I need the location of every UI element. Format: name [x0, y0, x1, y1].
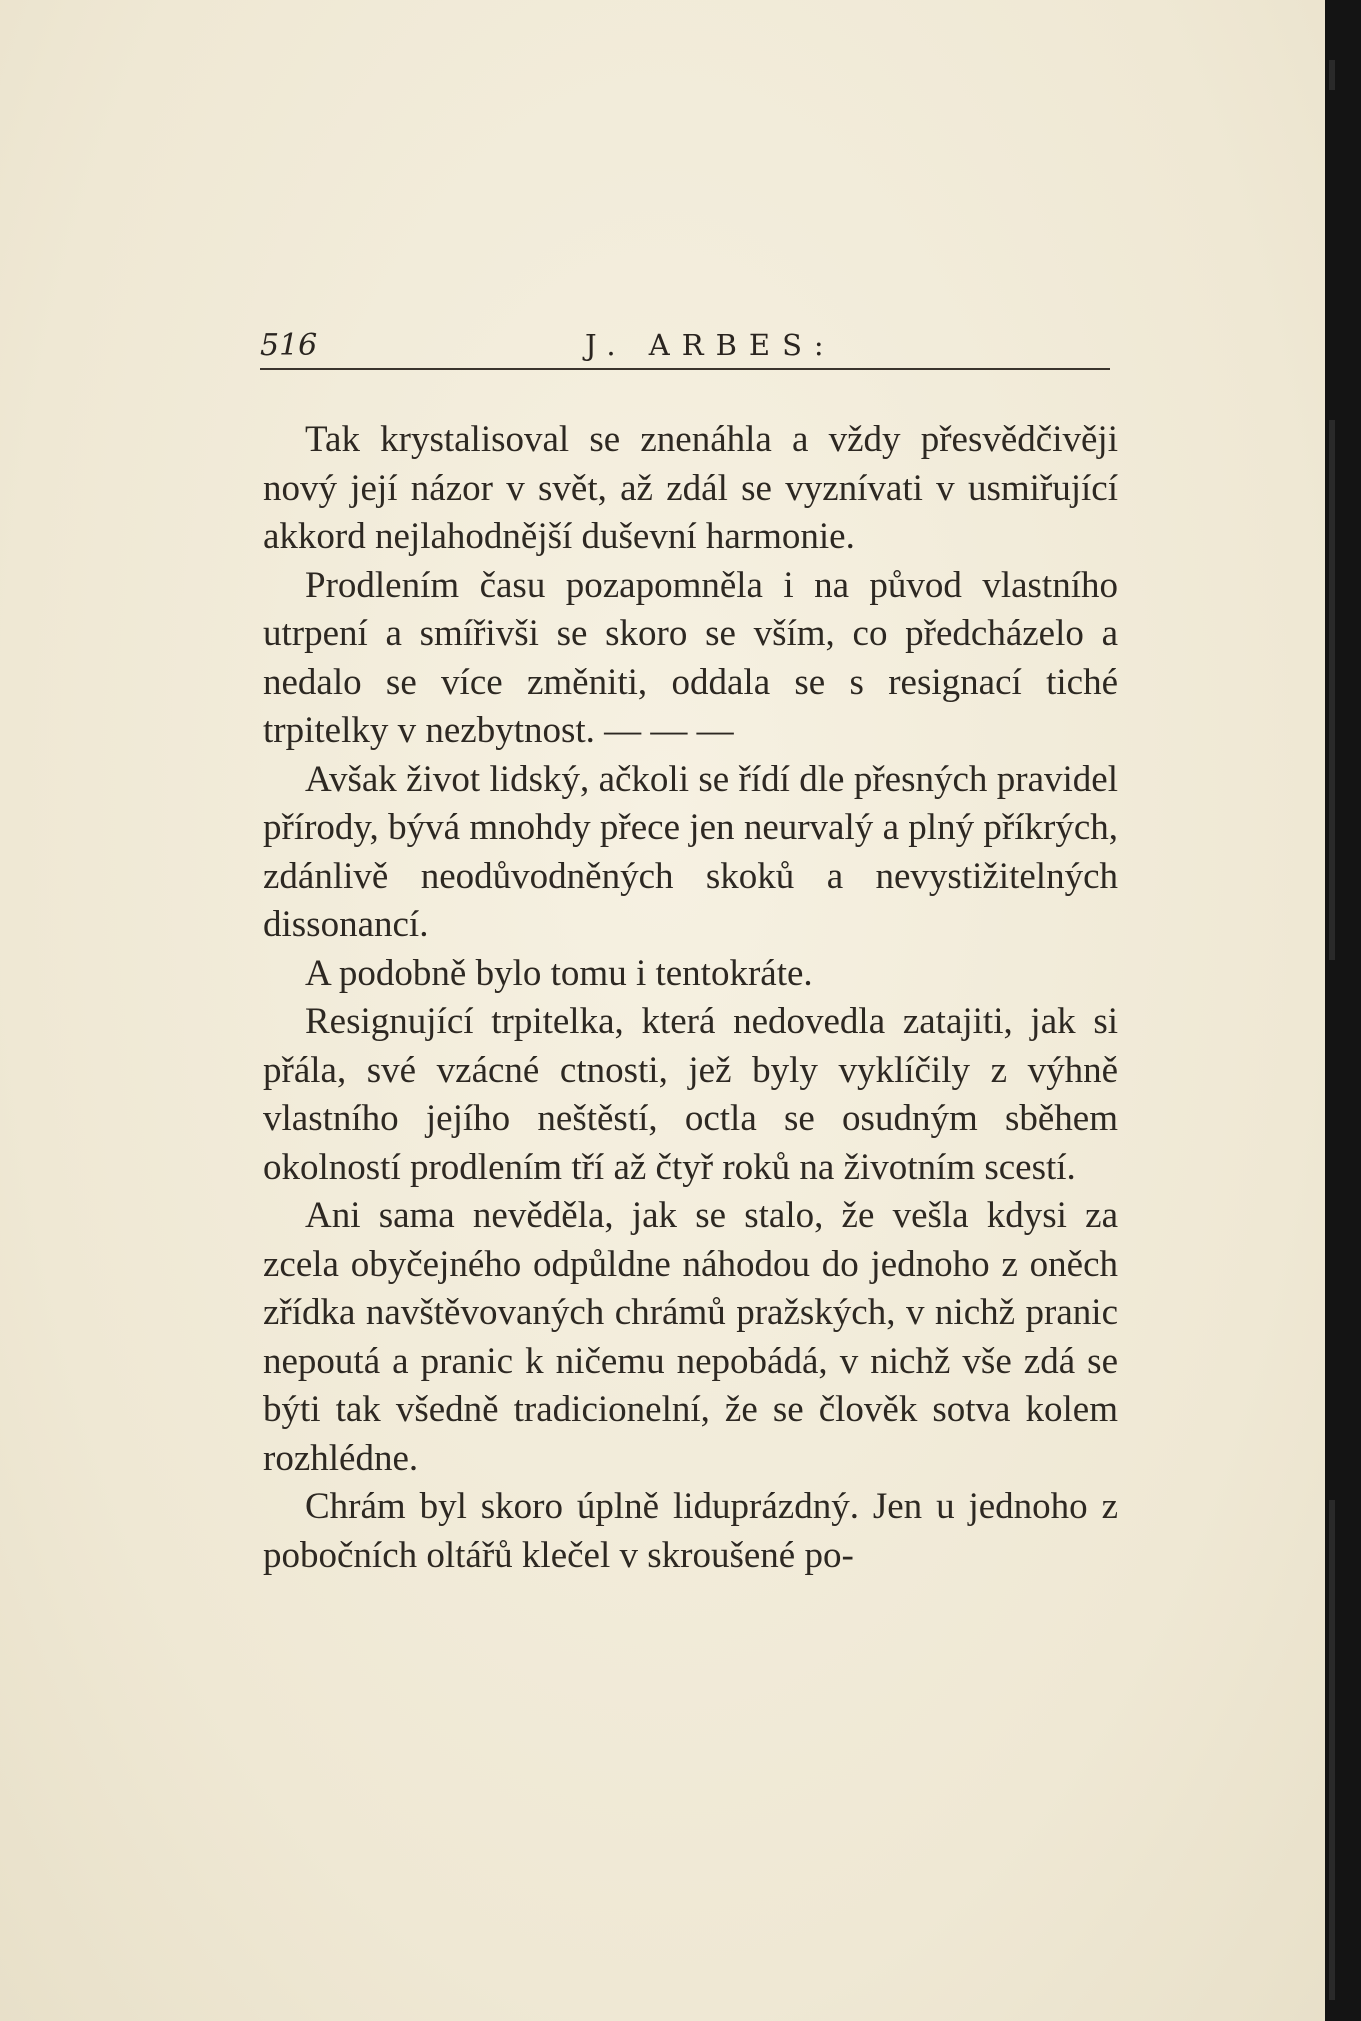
paragraph: Ani sama nevěděla, jak se stalo, že vešla kdysi za zcela obyčejného odpůldne náhodou do jednoho z oněch zřídka navštěvovaných chrámů pražských, v nichž pranic nepoutá a pranic k ničemu nepobádá, v nichž vše zdá se býti tak všedně tradicionelní, že se člověk sotva kolem rozhlédne. — [263, 1195, 1118, 1479]
paragraph: A podobně bylo tomu i tentokráte. — [305, 952, 813, 994]
scan-gutter — [1325, 0, 1361, 2021]
page-header — [260, 320, 1110, 376]
paragraph: Prodlením času pozapomněla i na původ vlastního utrpení a smířivši se skoro se vším, co předcházelo a nedalo se více změniti, oddala se s resignací tiché trpitelky v nezbytnost. — — — — [263, 564, 1118, 751]
paragraph: Resignující trpitelka, která nedovedla zatajiti, jak si přála, své vzácné ctnosti, jež byly vyklíčily z výhně vlastního jejího neštěstí, octla se osudným sběhem okolností prodlením tří až čtyř roků na životním scestí. — [263, 1001, 1118, 1188]
page-number: 516 — [260, 328, 318, 363]
paragraph: Avšak život lidský, ačkoli se řídí dle přesných pravidel přírody, bývá mnohdy přece jen neurvalý a plný příkrých, zdánlivě neodůvodněných skoků a nevystižitelných dissonancí. — [263, 758, 1118, 945]
gutter-mark — [1329, 420, 1335, 960]
body-text — [263, 416, 1118, 1580]
header-rule — [260, 368, 1110, 370]
gutter-mark — [1329, 1500, 1335, 2000]
running-title: J. ARBES: — [585, 328, 836, 362]
paragraph: Chrám byl skoro úplně liduprázdný. Jen u jednoho z pobočních oltářů klečel v skroušené po- — [263, 1486, 1118, 1576]
paragraph: Tak krystalisoval se znenáhla a vždy přesvědčivěji nový její názor v svět, až zdál se vyznívati v usmiřující akkord nejlahodnější duševní harmonie. — [263, 419, 1118, 557]
gutter-mark — [1329, 60, 1335, 90]
